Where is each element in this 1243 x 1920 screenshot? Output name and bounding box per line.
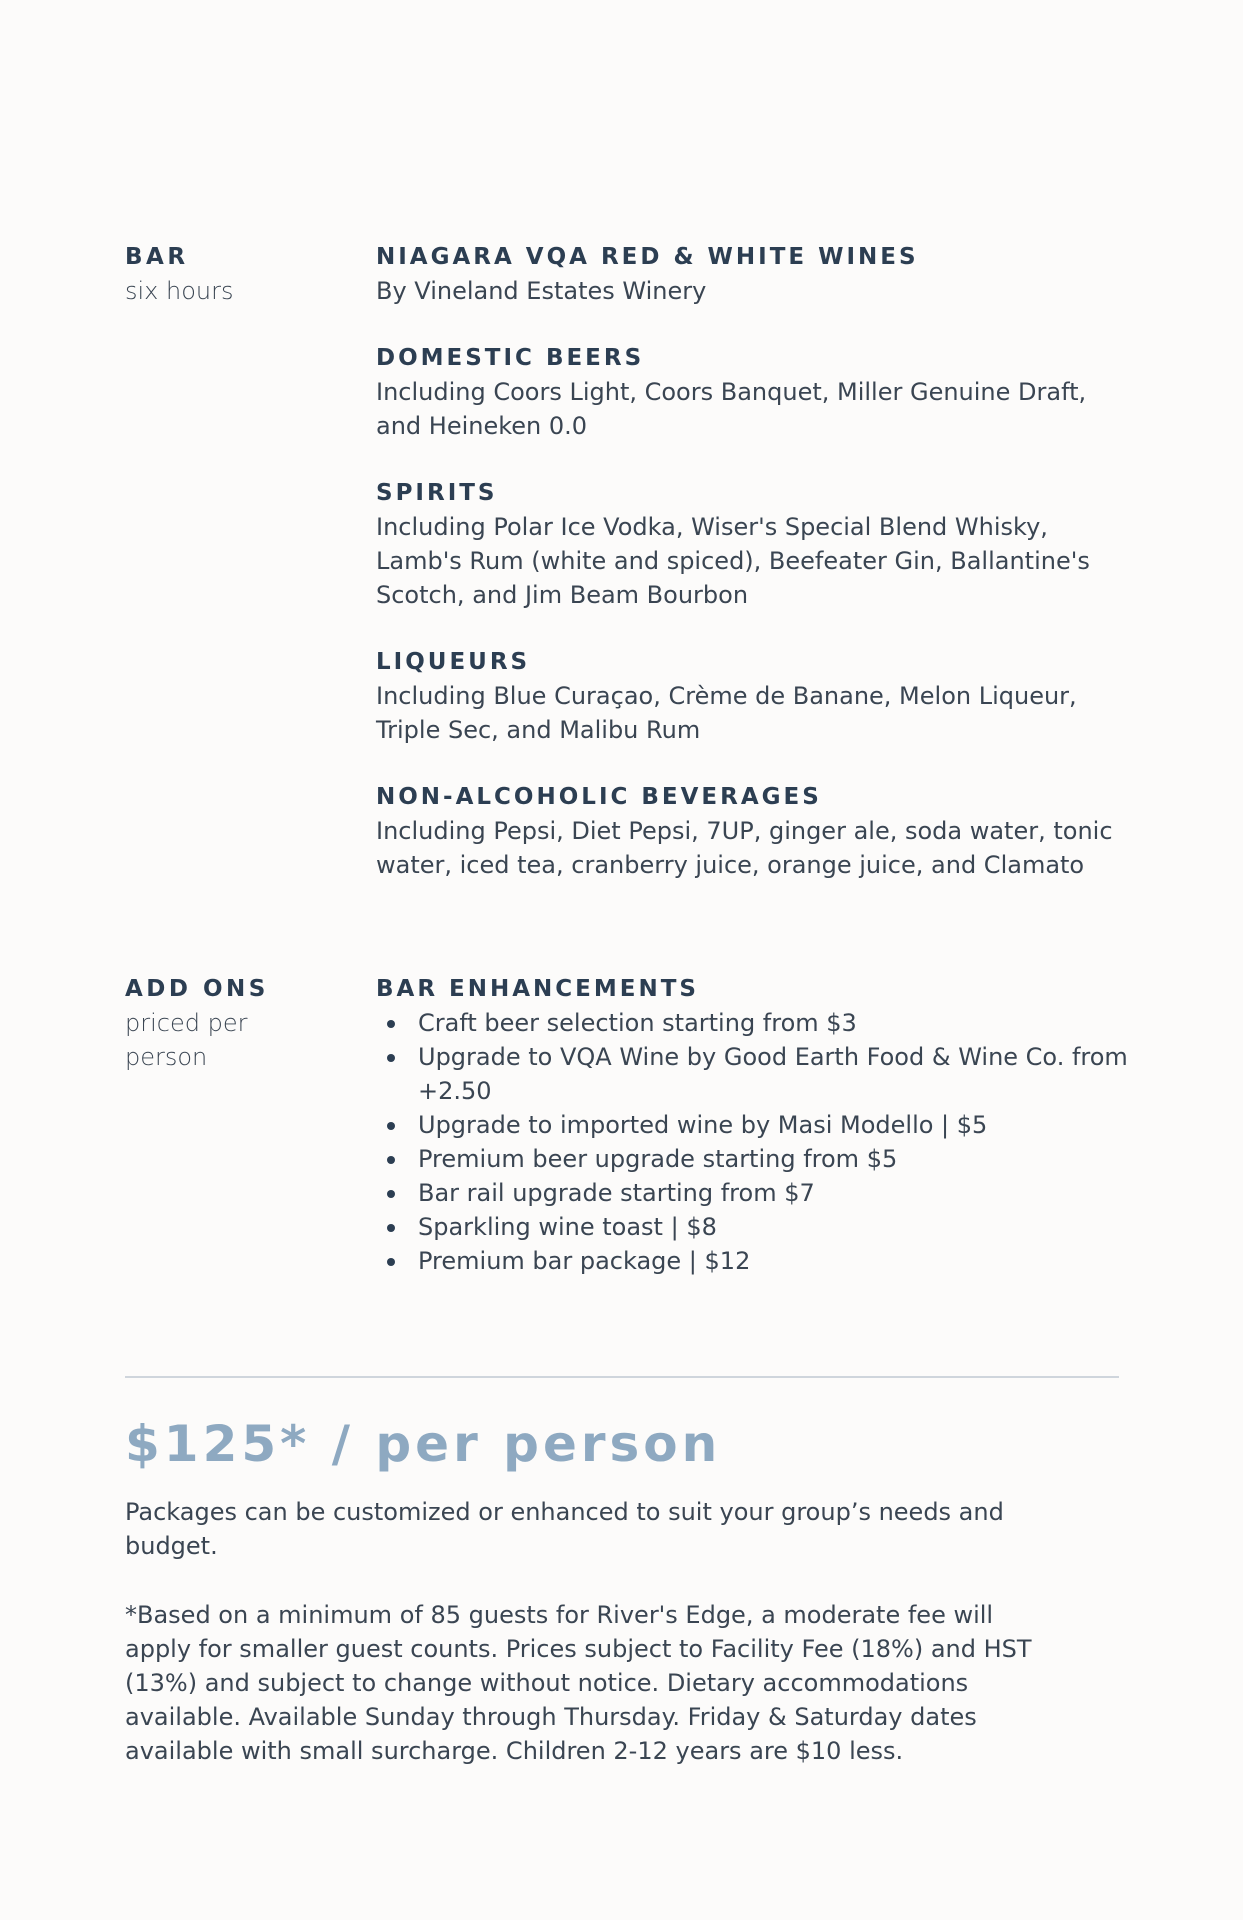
list-item — [376, 1108, 1136, 1142]
bullet-icon — [387, 1156, 395, 1164]
bar-subtitle: six hours — [125, 277, 234, 305]
list-item — [376, 1006, 1136, 1040]
bar-item-desc: By Vineland Estates Winery — [376, 277, 707, 305]
list-item — [376, 1210, 1136, 1244]
bullet-icon — [387, 1020, 395, 1028]
bar-item-desc: Including Blue Curaçao, Crème de Banane, Melon Liqueur, Triple Sec, and Malibu Rum — [376, 682, 1077, 744]
bullet-icon — [387, 1190, 395, 1198]
addons-heading: BAR ENHANCEMENTS — [376, 976, 700, 1002]
fine-print: *Based on a minimum of 85 guests for River's Edge, a moderate fee will apply for smaller guest counts. Prices subject to Facility Fee (18%) and HST (13%) and subject to change without notice. Dietary accommodations available. Available Sunday through Thursday. Friday & Saturday dates available with small surcharge. Children 2-12 years are $10 less. — [125, 1601, 1032, 1765]
bullet-icon — [387, 1054, 395, 1062]
package-note: Packages can be customized or enhanced to suit your group’s needs and budget. — [125, 1498, 1004, 1560]
enhancements-list — [376, 1006, 1136, 1278]
bar-title: BAR — [125, 244, 189, 270]
bar-item-desc: Including Pepsi, Diet Pepsi, 7UP, ginger ale, soda water, tonic water, iced tea, cranberry juice, orange juice, and Clamato — [376, 817, 1113, 879]
bar-item-title: DOMESTIC BEERS — [376, 345, 645, 371]
bar-item-beers — [376, 341, 1136, 443]
bar-item-desc: Including Coors Light, Coors Banquet, Miller Genuine Draft, and Heineken 0.0 — [376, 378, 1087, 440]
bullet-icon — [387, 1224, 395, 1232]
price-heading: $125* / per person — [125, 1415, 722, 1473]
list-item — [376, 1142, 1136, 1176]
bullet-icon — [387, 1122, 395, 1130]
bar-item-title: LIQUEURS — [376, 649, 531, 675]
list-item-text: Craft beer selection starting from $3 — [418, 1009, 857, 1037]
list-item-text: Bar rail upgrade starting from $7 — [418, 1179, 815, 1207]
bar-item-title: SPIRITS — [376, 480, 498, 506]
bar-item-liqueurs — [376, 645, 1136, 747]
list-item-text: Sparkling wine toast | $8 — [418, 1213, 717, 1241]
bar-item-title: NON-ALCOHOLIC BEVERAGES — [376, 784, 822, 810]
bar-item-title: NIAGARA VQA RED & WHITE WINES — [376, 244, 919, 270]
addons-subtitle: priced per person — [125, 1009, 248, 1071]
list-item-text: Upgrade to VQA Wine by Good Earth Food & Wine Co. from +2.50 — [418, 1043, 1128, 1105]
addons-title: ADD ONS — [125, 976, 269, 1002]
section-divider — [125, 1376, 1119, 1378]
bar-item-spirits — [376, 476, 1136, 612]
bullet-icon — [387, 1258, 395, 1266]
list-item-text: Premium bar package | $12 — [418, 1247, 751, 1275]
list-item-text: Premium beer upgrade starting from $5 — [418, 1145, 898, 1173]
list-item — [376, 1244, 1136, 1278]
list-item — [376, 1176, 1136, 1210]
bar-item-wines — [376, 240, 1136, 308]
bar-item-desc: Including Polar Ice Vodka, Wiser's Special Blend Whisky, Lamb's Rum (white and spiced), Beefeater Gin, Ballantine's Scotch, and Jim Beam Bourbon — [376, 513, 1090, 609]
list-item — [376, 1040, 1136, 1108]
list-item-text: Upgrade to imported wine by Masi Modello | $5 — [418, 1111, 988, 1139]
bar-item-non-alcoholic — [376, 780, 1136, 882]
